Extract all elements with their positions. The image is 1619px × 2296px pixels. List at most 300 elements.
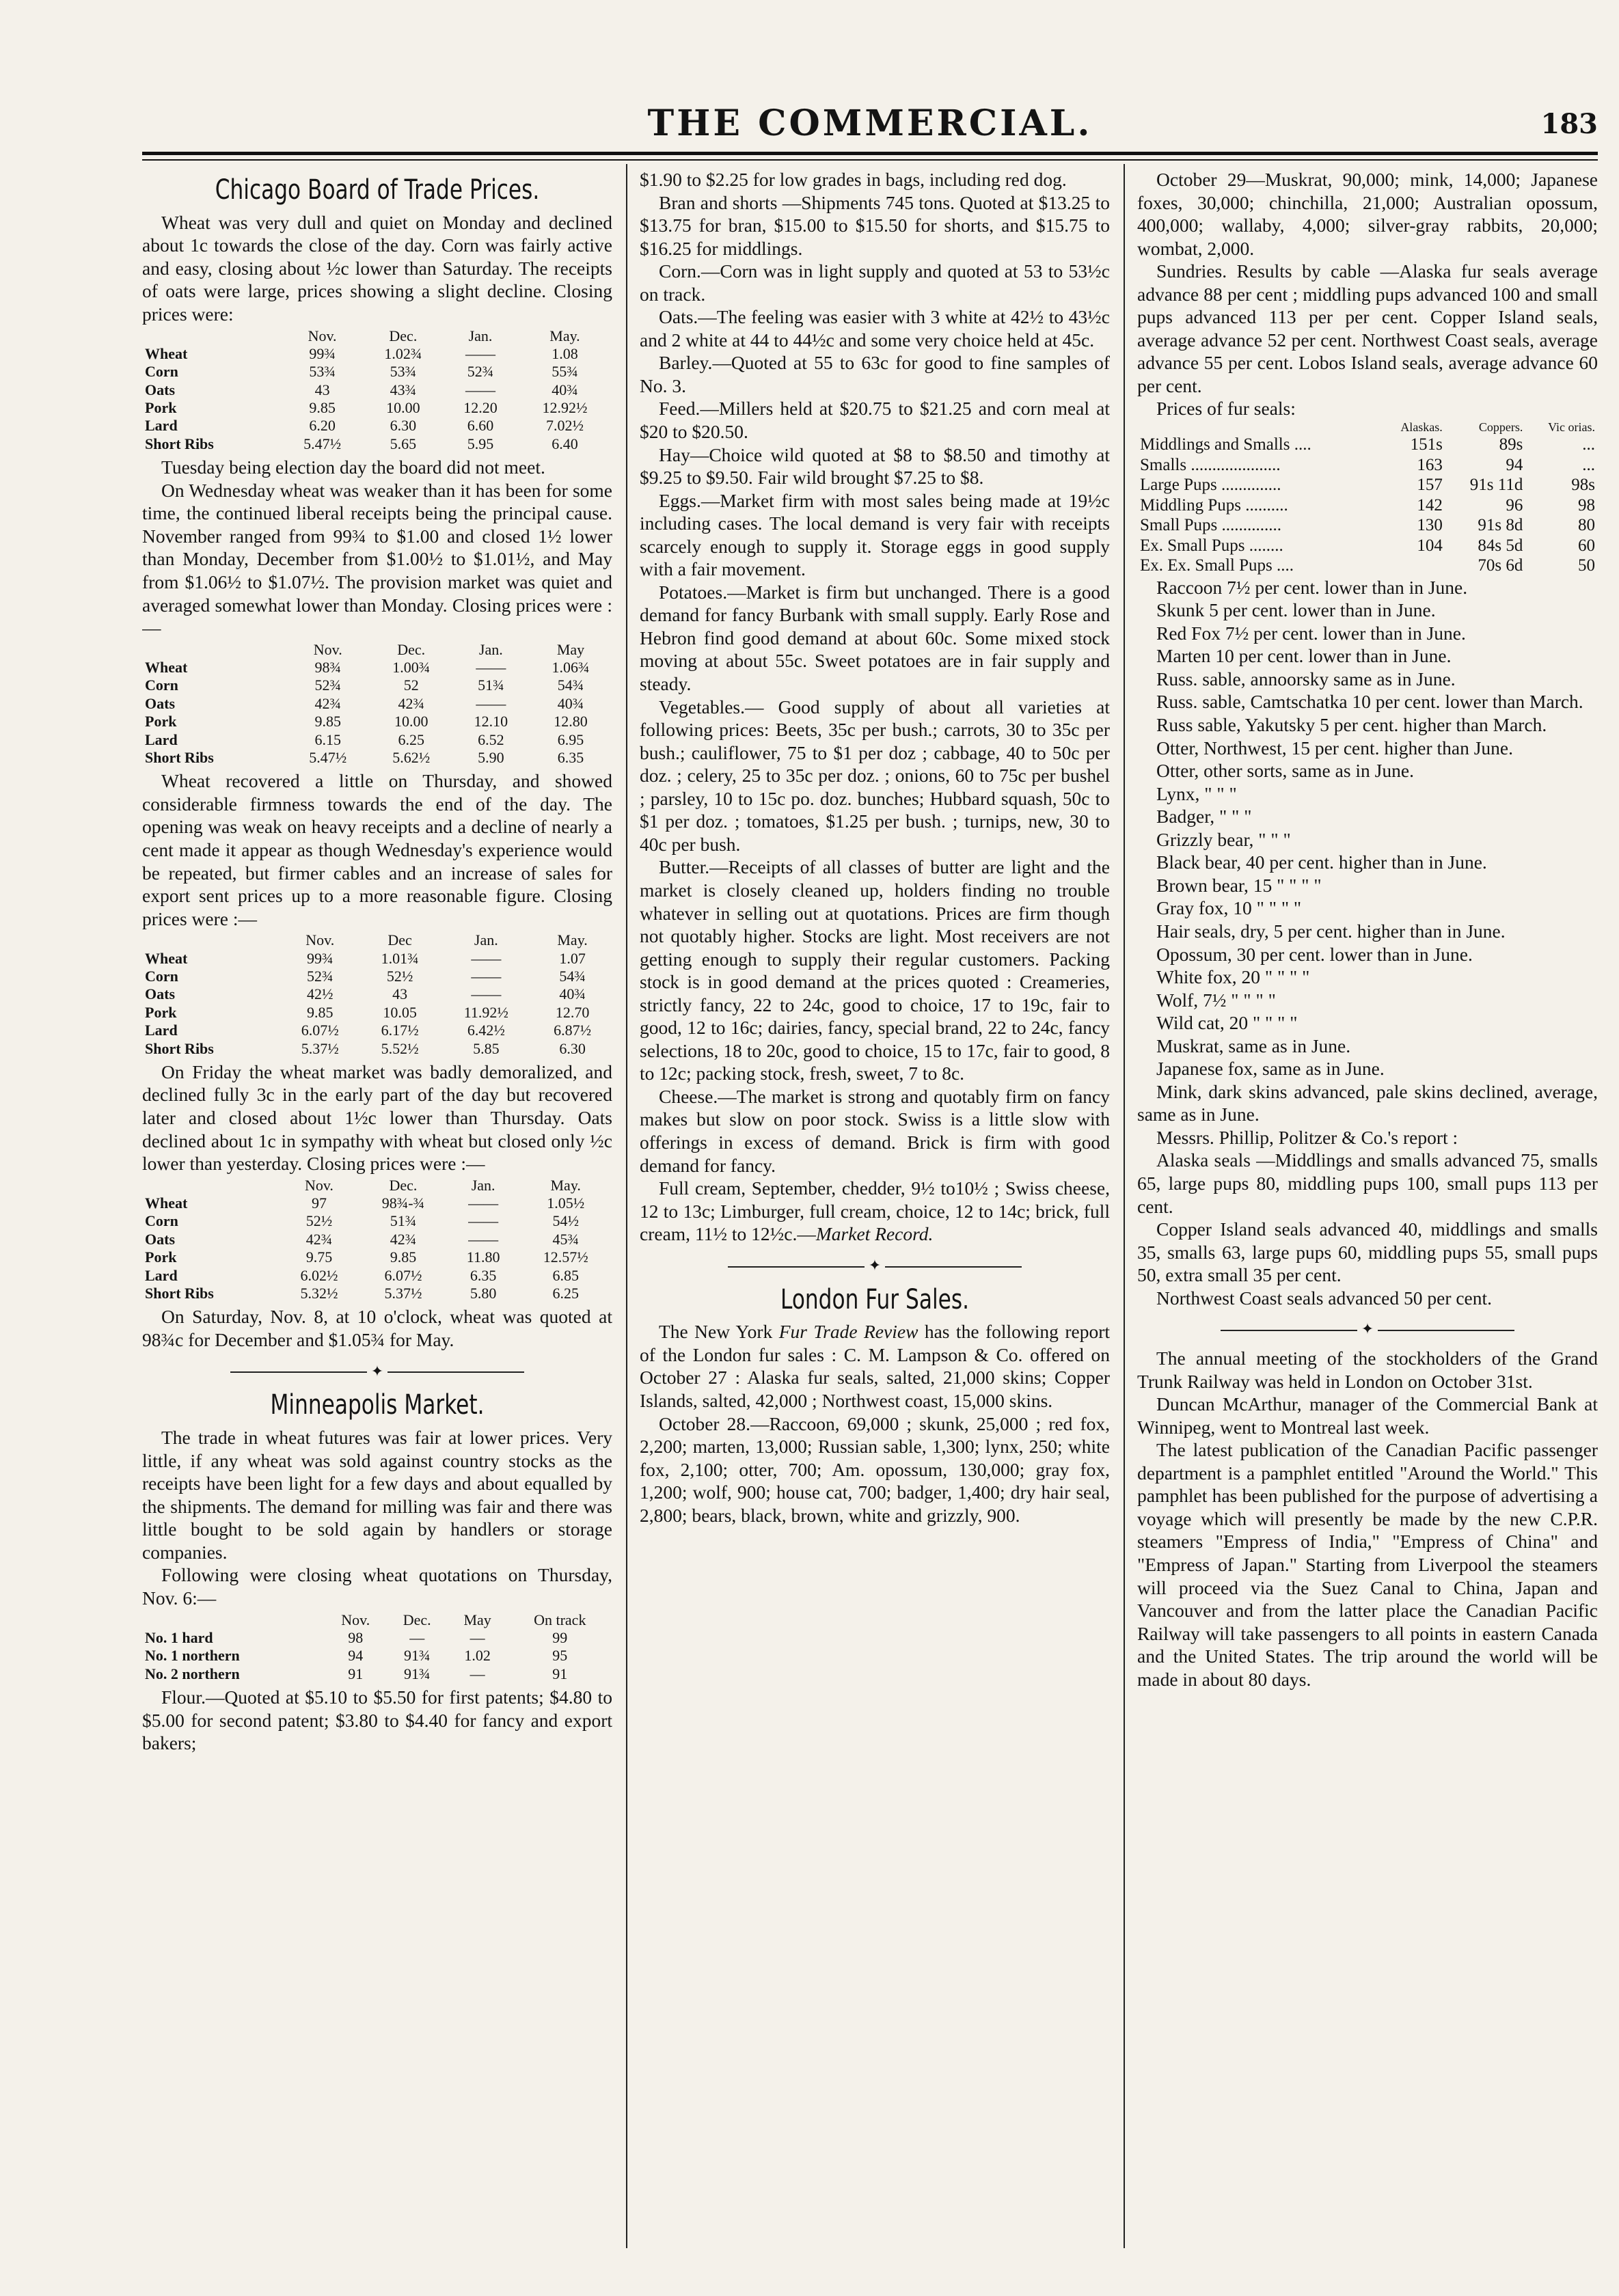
list-item: White fox, 20 " " " " [1156,966,1310,988]
table-cell: 6.07½ [301,1022,339,1039]
percent-list [1137,576,1598,1126]
table-cell: 52 [403,676,419,694]
table-cell: 98¾ [314,659,341,676]
paragraph: Copper Island seals advanced 40, middlings and smalls 35, smalls 63, large pups 60, middling pups 55, small pups 50, extra small 35 per cent. [1137,1218,1598,1286]
table-header-cell: Alaskas. [1400,420,1443,435]
paragraph: Potatoes.—Market is firm but unchanged. There is a good demand for fancy Burbank with small supply. Early Rose and Hebron find good demand at about 60c. Some mixed stock moving at about 55c. Sweet potatoes are in fair supply and steady. [640,581,1110,695]
row-label: Smalls ..................... [1140,455,1281,474]
table-row [142,676,612,694]
fur-seal-table [1137,420,1598,576]
table-cell: 98s [1571,476,1595,495]
table-header-cell: May. [557,931,588,949]
table-row [142,363,612,381]
table-cell: 6.35 [557,748,584,766]
table-cell: 5.90 [478,748,504,766]
table-cell: 52¾ [314,676,341,694]
table-header-cell: Nov. [313,640,342,658]
paragraph: Alaska seals —Middlings and smalls advanced 75, smalls 65, large pups 80, middling pups 100, small pups 113 per cent. [1137,1149,1598,1217]
table-row [142,1231,612,1248]
table-cell: 6.15 [314,730,341,748]
list-item: Badger, " " " [1156,806,1252,828]
table-header-cell: Nov. [304,1176,334,1194]
table-row [1137,556,1598,576]
table-cell: 45¾ [552,1230,579,1248]
table-header-cell [1137,420,1380,435]
paragraph: Flour.—Quoted at $5.10 to $5.50 for first patents; $4.80 to $5.00 for second patent; $3.80 to $4.40 for fancy and export bakers; [142,1686,612,1754]
row-label: Pork [145,713,177,730]
table-cell: 1.00¾ [392,659,431,676]
table-header-cell: Dec. [389,1176,418,1194]
table-header-cell: Nov. [341,1611,370,1628]
table-header-cell [142,931,280,949]
table-header-row [1137,420,1598,435]
column-2 [640,168,1110,2245]
lon-text: has the following report of the London fur sales : C. M. Lampson & Co. offered on October 27 : Alaska fur seals, salted, 21,000 skins; Copper Islands, salted, 42,000 ; Northwest coast, 15,000 skins. [640,1321,1110,1411]
table-cell: 130 [1417,516,1443,535]
table-cell: 6.87½ [554,1022,592,1039]
table-cell: 1.08 [552,344,578,362]
table-cell: 91s 11d [1469,476,1523,495]
paragraph: On Wednesday wheat was weaker than it has been for some time, the continued liberal receipts being the principal cause. November ranged from 99¾ to $1.00 and closed 1½ lower than Monday, December from $1.00½ to $1.01½, and May from $1.06½ to $1.07½. The provision market was quiet and averaged somewhat lower than Monday. Closing prices were :— [142,479,612,639]
row-label: Corn [145,967,178,985]
table-cell: 52½ [305,1212,333,1230]
list-item: Marten 10 per cent. lower than in June. [1156,645,1452,667]
table-cell: 98 [1578,495,1595,515]
table-header-row [142,1611,612,1629]
table-cell: 10.00 [394,713,428,730]
table-row [142,713,612,730]
table-row [1137,455,1598,476]
table-cell: —— [471,985,502,1003]
table-cell: 95 [552,1647,568,1665]
table-cell: 142 [1417,495,1443,515]
table-row [142,659,612,676]
table-cell: 12.70 [555,1003,590,1021]
paragraph: On Saturday, Nov. 8, at 10 o'clock, wheat was quoted at 98¾c for December and $1.05¾ for May. [142,1306,612,1350]
table-cell: 5.95 [467,435,494,452]
table-cell: 52¾ [467,363,494,381]
table-cell: 99 [552,1628,568,1646]
table-cell: —— [476,694,506,712]
table-cell: 104 [1417,536,1443,555]
list-item: Gray fox, 10 " " " " [1156,897,1302,919]
table-cell: 6.25 [552,1285,579,1302]
table-row [142,381,612,399]
price-table [142,1177,612,1303]
list-item: Brown bear, 15 " " " " [1156,874,1322,896]
table-header-row [142,641,612,659]
table-cell: 91 [552,1665,568,1682]
table-header-cell: Coppers. [1478,420,1523,435]
table-header-cell: May. [549,327,580,344]
table-header-cell: May [556,640,585,658]
list-item: Mink, dark skins advanced, pale skins declined, average, same as in June. [1137,1080,1598,1125]
table-cell: 6.07½ [384,1266,422,1284]
list-item: Japanese fox, same as in June. [1156,1058,1385,1080]
table-cell: 5.85 [473,1039,500,1057]
table-header-cell: Jan. [468,327,493,344]
list-item: Wild cat, 20 " " " " [1156,1012,1298,1034]
paragraph [640,1177,1110,1246]
table-cell: 163 [1417,455,1443,474]
table-header-cell: On track [534,1611,586,1628]
table-cell: 97 [311,1194,327,1212]
paragraph: The annual meeting of the stockholders of the Grand Trunk Railway was held in London on October 31st. [1137,1348,1598,1392]
row-label: Short Ribs [145,1039,214,1057]
table-cell: 6.17½ [381,1022,419,1039]
table-cell: 5.52½ [381,1039,419,1057]
paragraph: Feed.—Millers held at $20.75 to $21.25 and corn meal at $20 to $20.50. [640,398,1110,443]
table-row [1137,515,1598,536]
table-cell: 11.80 [466,1248,500,1266]
table-cell: — [470,1665,485,1682]
table-cell: 10.05 [383,1003,417,1021]
table-cell: 1.06¾ [552,659,590,676]
table-cell: 9.85 [390,1248,417,1266]
table-cell: 96 [1506,495,1523,515]
table-cell: 1.01¾ [381,949,419,967]
table-cell: 12.92½ [542,399,588,417]
table-cell: —— [471,949,502,967]
table-cell: 9.85 [309,399,336,417]
table-cell: 6.30 [559,1039,586,1057]
paragraph: Sundries. Results by cable —Alaska fur seals average advance 88 per cent ; middling pups advanced 100 and small pups advanced 113 per per cent. Copper Island seals, average advance 52 per cent. Northwest Coast seals, average advance 55 per cent. Lobos Island seals, average advance 60 per cent. [1137,260,1598,396]
table-cell: 6.35 [470,1266,497,1284]
table-cell: 91 [348,1665,364,1682]
table-cell: —— [465,344,495,362]
table-header-row [142,1177,612,1194]
table-cell: 12.20 [463,399,498,417]
table-header-row [142,327,612,345]
paragraph: Corn.—Corn was in light supply and quoted at 53 to 53½c on track. [640,260,1110,305]
table-row [142,1040,612,1058]
list-item: Russ sable, Yakutsky 5 per cent. higher than March. [1156,714,1547,736]
table-cell: 42¾ [314,694,341,712]
table-cell: 151s [1410,435,1443,454]
table-cell: —— [471,967,502,985]
price-table [142,931,612,1058]
paragraph: October 28.—Raccoon, 69,000 ; skunk, 25,000 ; red fox, 2,200; marten, 13,000; Russian sable, 1,300; lynx, 250; white fox, 2,100; otter, 700; Am. opossum, 130,000; gray fox, 1,200; wolf, 900; house cat, 700; badger, 1,400; dry hair seal, 2,800; bears, black, brown, white and grizzly, 900. [640,1412,1110,1526]
table-cell: 53¾ [390,363,417,381]
paragraph: Barley.—Quoted at 55 to 63c for good to fine samples of No. 3. [640,352,1110,396]
row-label: No. 1 northern [145,1647,240,1665]
table-row [142,1194,612,1212]
row-label: Wheat [145,659,188,676]
table-cell: 5.37½ [301,1039,339,1057]
table-cell: 12.57½ [543,1248,588,1266]
london-heading: London Fur Sales. [780,1283,969,1315]
table-row [142,345,612,363]
table-cell: —— [465,381,495,398]
table-cell: 42¾ [305,1230,333,1248]
table-row [142,417,612,435]
table-cell: 5.80 [470,1285,497,1302]
table-cell: 12.80 [554,713,588,730]
table-row [1137,495,1598,516]
table-cell: —— [476,659,506,676]
row-label: Lard [145,730,178,748]
table-cell: 5.65 [390,435,417,452]
table-cell: 6.25 [398,730,424,748]
masthead-rule [142,152,1598,155]
table-cell: 9.85 [314,713,341,730]
chicago-heading: Chicago Board of Trade Prices. [215,174,540,206]
table-cell: 51¾ [390,1212,417,1230]
row-label: Small Pups .............. [1140,516,1281,535]
list-item: Russ. sable, Camtschatka 10 per cent. lower than March. [1156,691,1583,713]
list-item: Otter, Northwest, 15 per cent. higher than June. [1156,737,1514,758]
table-cell: 1.02¾ [384,344,422,362]
row-label: Pork [145,1248,177,1266]
paragraph: Vegetables.— Good supply of about all varieties at following prices: Beets, 35c per bush.; carrots, 30 to 35c per bush.; cauliflower, 75 to $1 per doz ; cabbage, 40 to 50c per doz. ; celery, 25 to 35c per doz. ; onions, 60 to 75c per bushel ; parsley, 10 to 15c po. doz. bunches; Hubbard squash, 50c to $1 per doz. ; tomatoes, $1.25 per bush. ; turnips, new, 30 to 40c per bush. [640,696,1110,855]
table-header-cell [142,641,286,659]
table-cell: 157 [1417,476,1443,495]
table-cell: 6.85 [552,1266,579,1284]
table-row [142,950,612,968]
row-label: Ex. Ex. Small Pups .... [1140,556,1294,575]
table-cell: 52¾ [307,967,334,985]
table-header-cell: Jan. [471,1176,495,1194]
table-cell: 6.20 [309,417,336,435]
paragraph: Wheat was very dull and quiet on Monday and declined about 1c towards the close of the day. Corn was fairly active and easy, closing about ½c lower than Saturday. The receipts of oats were large, prices showing a slight decline. Closing prices were: [142,211,612,325]
table-cell: 70s 6d [1478,556,1523,575]
table-row [142,695,612,713]
table-cell: 5.32½ [300,1285,338,1302]
table-row [142,731,612,749]
table-cell: 6.02½ [300,1266,338,1284]
table-header-row [142,931,612,949]
table-cell: 98 [348,1628,364,1646]
table-header-cell: Nov. [305,931,335,949]
list-item: Grizzly bear, " " " [1156,828,1291,850]
list-item: Otter, other sorts, same as in June. [1156,760,1414,782]
table-header-cell [142,1177,280,1194]
list-item: Muskrat, same as in June. [1156,1035,1351,1056]
list-item: Black bear, 40 per cent. higher than in June. [1156,851,1487,873]
table-row [1137,475,1598,495]
row-label: Wheat [145,344,188,362]
table-cell: 7.02½ [545,417,584,435]
paragraph: Wheat recovered a little on Thursday, and showed considerable firmness towards the end of the day. The opening was weak on heavy receipts and a decline of nearly a cent made it appear as though Wednesday's experience would be repeated, but firmer cables and an increase of sales for export sent prices up to a more reasonable figure. Closing prices were :— [142,770,612,929]
paragraph: The trade in wheat futures was fair at lower prices. Very little, if any wheat was sold against country stocks as the receipts have been light for a few days and about equalled by the shipments. The demand for milling was fair and there was little bought to be sold again by handlers or storage companies. [142,1427,612,1563]
table-header-cell: Nov. [308,327,337,344]
paragraph: Following were closing wheat quotations on Thursday, Nov. 6:— [142,1564,612,1609]
column-1 [142,168,612,2245]
row-label: Corn [145,1212,178,1230]
table-cell: 11.92½ [463,1003,508,1021]
table-cell: — [409,1628,425,1646]
paragraph: Prices of fur seals: [1156,398,1296,420]
table-cell: 43 [392,985,408,1003]
list-item: Raccoon 7½ per cent. lower than in June. [1156,576,1468,598]
table-cell: 99¾ [307,949,334,967]
table-cell: — [470,1628,485,1646]
table-cell [1380,556,1445,576]
row-label: Middlings and Smalls .... [1140,435,1311,454]
list-item: Wolf, 7½ " " " " [1156,989,1276,1011]
table-cell: —— [468,1194,499,1212]
list-item: Red Fox 7½ per cent. lower than in June. [1156,622,1466,644]
table-cell: 40¾ [559,985,586,1003]
table-cell: 98¾-¾ [381,1194,425,1212]
section-separator: ✦ [640,1257,1110,1275]
table-cell: 94 [348,1647,364,1665]
table-header-cell [142,327,282,345]
table-cell: 5.47½ [303,435,342,452]
page-number: 183 [1540,108,1598,140]
row-label: Lard [145,417,178,435]
row-label: Pork [145,1003,177,1021]
masthead [142,102,1598,150]
paragraph: October 29—Muskrat, 90,000; mink, 14,000; Japanese foxes, 30,000; chinchilla, 21,000; Australian opossum, 400,000; wallaby, 4,000; silver-gray rabbits, 20,000; wombat, 2,000. [1137,169,1598,259]
table-cell: 55¾ [552,363,578,381]
table-row [1137,536,1598,556]
fullcream-text: Full cream, September, chedder, 9½ to10½ ; Swiss cheese, 12 to 13c; Limburger, full cream, choice, 12 to 14c; brick, full cream, 11½ to 12½c.— [640,1177,1110,1245]
row-label: No. 1 hard [145,1628,213,1646]
row-label: Lard [145,1022,178,1039]
paragraph: $1.90 to $2.25 for low grades in bags, including red dog. [640,169,1067,190]
table-cell: 52½ [386,967,413,985]
row-label: Wheat [145,1194,188,1212]
table-header-cell: Jan. [478,640,503,658]
row-label: Lard [145,1266,178,1284]
paragraph: Messrs. Phillip, Politzer & Co.'s report : [1156,1126,1458,1148]
table-row [142,985,612,1003]
price-table [142,327,612,454]
table-row [1137,435,1598,455]
column-3 [1137,168,1598,2245]
row-label: Corn [145,363,178,381]
table-cell: 6.60 [467,417,494,435]
table-cell: 54¾ [557,676,584,694]
table-cell: 6.95 [557,730,584,748]
paragraph: Tuesday being election day the board did not meet. [161,456,545,478]
table-cell: 9.85 [307,1003,334,1021]
table-cell: 6.40 [552,435,578,452]
row-label: Short Ribs [145,435,214,452]
price-table [142,641,612,767]
table-cell: ... [1582,435,1595,454]
table-header-cell: Dec. [397,640,426,658]
list-item: Lynx, " " " [1156,782,1237,804]
table-row [142,1267,612,1285]
table-cell: 51¾ [478,676,504,694]
table-cell: 10.00 [386,399,420,417]
table-row [142,1629,612,1647]
table-cell: 5.62½ [392,748,431,766]
table-cell: 5.47½ [309,748,347,766]
table-header-cell: Jan. [474,931,498,949]
table-cell: 99¾ [309,344,336,362]
table-row [142,1212,612,1230]
table-header-cell [142,1611,325,1629]
paragraph: Bran and shorts —Shipments 745 tons. Quoted at $13.25 to $13.75 for bran, $15.00 to $15.50 for shorts, and $15.75 to $16.25 for middlings. [640,191,1110,259]
table-row [142,399,612,417]
paragraph: Butter.—Receipts of all classes of butter are light and the market is closely cleaned up, holders finding no trouble whatever in selling out at quotations. Prices are firm though not quotably higher. Stocks are light. Most receivers are not getting enough to supply their regular customers. Packing stock is in good demand at the prices quoted : Creameries, strictly fancy, 22 to 24c, good to choice, 17 to 19c, fair to good, 12 to 16c; dairies, fancy, special brand, 22 to 24c, fancy selections, 18 to 20c, good to choice, 15 to 17c, fair to good, 8 to 12c; packing stock, fresh, sweet, 7 to 8c. [640,856,1110,1084]
table-cell: 40¾ [557,694,584,712]
paragraph: Duncan McArthur, manager of the Commercial Bank at Winnipeg, went to Montreal last week. [1137,1393,1598,1438]
minneapolis-heading: Minneapolis Market. [270,1389,485,1421]
table-row [142,968,612,985]
table-cell: 54½ [552,1212,579,1230]
row-label: Wheat [145,949,188,967]
table-cell: 91¾ [403,1647,431,1665]
table-cell: 43 [314,381,330,398]
table-cell: 42½ [307,985,334,1003]
paragraph: Northwest Coast seals advanced 50 per cent. [1156,1287,1493,1309]
list-item: Opossum, 30 per cent. lower than in June. [1156,943,1473,965]
paragraph: Hay—Choice wild quoted at $8 to $8.50 and timothy at $9.25 to $9.50. Fair wild brought $7.25 to $8. [640,443,1110,489]
row-label: Pork [145,399,177,417]
row-label: Corn [145,676,178,694]
table-cell: 89s [1499,435,1523,454]
row-label: Middling Pups .......... [1140,495,1288,515]
table-row [142,1022,612,1039]
table-row [142,749,612,767]
table-header-cell: Dec [387,931,412,949]
table-cell: 42¾ [390,1230,417,1248]
row-label: Oats [145,381,175,398]
row-label: Short Ribs [145,748,214,766]
table-cell: 6.42½ [467,1022,505,1039]
lon-text: The New York [659,1321,779,1343]
table-header-cell: May [463,1611,491,1628]
paragraph: On Friday the wheat market was badly demoralized, and declined fully 3c in the early part of the day but recovered later and closed about 1½c lower than Thursday. Oats declined about 1c in sympathy with wheat but closed only ½c lower than yesterday. Closing prices were :— [142,1061,612,1175]
table-cell: ... [1582,455,1595,474]
table-cell: 94 [1506,455,1523,474]
table-cell: 53¾ [309,363,336,381]
table-cell: 80 [1578,516,1595,535]
row-label: No. 2 northern [145,1665,240,1682]
table-cell: 6.30 [390,417,417,435]
list-item: Hair seals, dry, 5 per cent. higher than in June. [1156,920,1506,942]
table-row [142,1647,612,1665]
paragraph: Cheese.—The market is strong and quotably firm on fancy makes but slow on poor stock. Swiss is a little slow with offerings in excess of demand. Brick is firm with good demand for fancy. [640,1085,1110,1176]
table-cell: 43¾ [390,381,417,398]
minneapolis-table [142,1611,612,1684]
table-header-cell: Dec. [389,327,418,344]
paragraph: Oats.—The feeling was easier with 3 white at 42½ to 43½c and 2 white at 44 to 44½c and some very choice held at 45c. [640,306,1110,351]
publication-name: Fur Trade Review [778,1321,919,1343]
table-cell: 60 [1578,536,1595,555]
paragraph [640,1320,1110,1412]
paragraph: The latest publication of the Canadian Pacific passenger department is a pamphlet entitled "Around the World." This pamphlet has been published for the purpose of advertising a voyage which will presently be made by the new C.P.R. steamers "Empress of India," "Empress of China" and "Empress of Japan." Starting from Liverpool the steamers will proceed via the Suez Canal to China, Japan and Vancouver and from the latter place the Canadian Pacific Railway will take passengers to all points in eastern Canada and the United States. The trip around the world will be made in about 80 days. [1137,1439,1598,1690]
table-cell: 1.05½ [547,1194,585,1212]
section-separator: ✦ [142,1363,612,1381]
table-cell: 42¾ [398,694,424,712]
list-item: Skunk 5 per cent. lower than in June. [1156,599,1436,621]
row-label: Ex. Small Pups ........ [1140,536,1283,555]
section-separator: ✦ [1137,1320,1598,1339]
table-cell: 40¾ [552,381,578,398]
row-label: Oats [145,694,175,712]
table-cell: 54¾ [559,967,586,985]
table-row [142,1248,612,1266]
table-row [142,1665,612,1683]
table-cell: 5.37½ [384,1285,422,1302]
table-row [142,1004,612,1022]
table-cell: 9.75 [305,1248,333,1266]
list-item: Russ. sable, annoorsky same as in June. [1156,668,1456,689]
table-header-cell: May. [550,1176,581,1194]
column-divider [626,164,627,2248]
table-header-cell: Dec. [403,1611,431,1628]
table-row [142,435,612,453]
table-cell: —— [468,1212,499,1230]
row-label: Oats [145,1230,175,1248]
table-cell: 1.07 [559,949,586,967]
table-header-cell: Vic orias. [1548,420,1595,435]
